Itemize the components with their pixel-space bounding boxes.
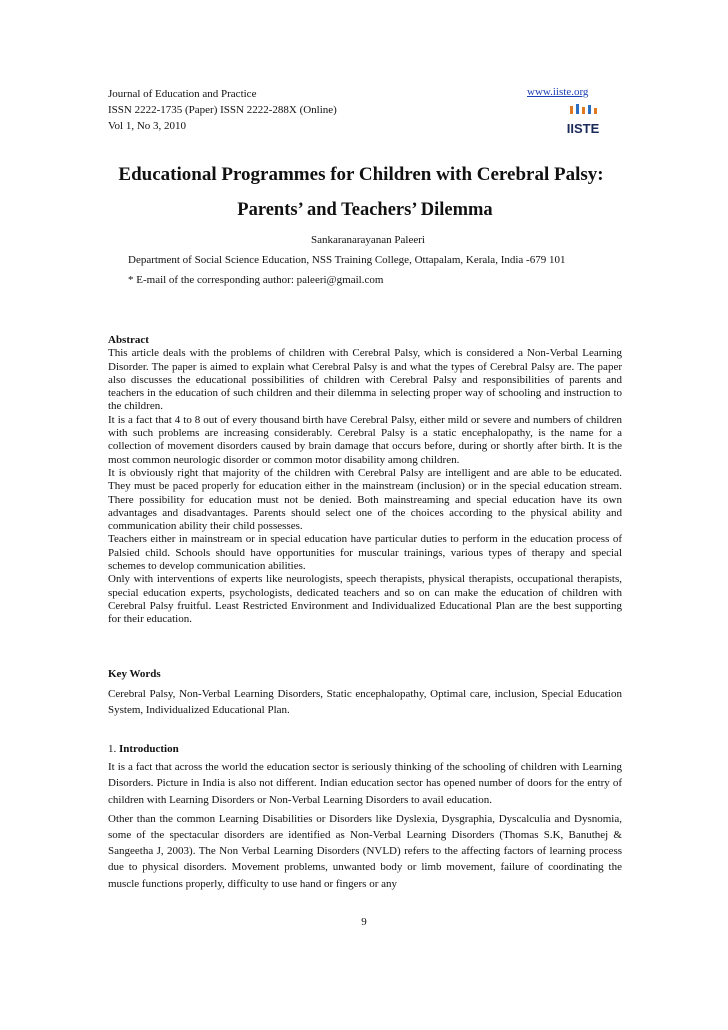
journal-volume: Vol 1, No 3, 2010 xyxy=(108,120,187,132)
abstract-paragraph: Only with interventions of experts like neurologists, speech therapists, physical therapists, occupational therapists, special education experts, psychologists, dedicated teachers and so on can make the education of children with Cerebral Palsy fruitful. Least Restricted Environment and Individualized Educational Plan are the best supporting for their education. xyxy=(108,573,622,626)
author-affiliation: Department of Social Science Education, NSS Training College, Ottapalam, Kerala, India -679 101 xyxy=(128,254,566,266)
author-email: * E-mail of the corresponding author: paleeri@gmail.com xyxy=(128,274,384,286)
logo-text: IISTE xyxy=(566,121,600,136)
introduction-section xyxy=(108,741,622,892)
keywords-text: Cerebral Palsy, Non-Verbal Learning Disorders, Static encephalopathy, Optimal care, inclusion, Special Education System, Individualized Educational Plan. xyxy=(108,688,622,717)
abstract-paragraph: It is obviously right that majority of the children with Cerebral Palsy are intelligent and are able to be educated. They must be paced properly for education either in the mainstream (inclusion) or in the special education stream. There possibility for education must not be denied. Both mainstreaming and special education have its own advantages and disadvantages. Parents should select one of the choices according to the physical ability and communication ability their child possesses. xyxy=(108,466,622,533)
keywords-heading: Key Words xyxy=(108,668,161,680)
introduction-paragraph: It is a fact that across the world the education sector is seriously thinking of the schooling of children with Learning Disorders. Picture in India is also not different. Indian education sector has opened number of doors for the entry of children with Learning Disorders or Non-Verbal Learning Disorders to avail education. xyxy=(108,761,622,806)
section-title: Introduction xyxy=(119,743,179,755)
iiste-logo-icon xyxy=(566,104,600,136)
section-number: 1. xyxy=(108,743,117,755)
abstract-paragraph: It is a fact that 4 to 8 out of every thousand birth have Cerebral Palsy, either mild or severe and numbers of children with such problems are increasing considerably. Cerebral Palsy is a static encephalopathy, is the name for a collection of movement disorders caused by brain damage that occurs before, during or shortly after birth. It is the most common neurologic disorder or common motor disability among children. xyxy=(108,413,622,466)
journal-issn: ISSN 2222-1735 (Paper) ISSN 2222-288X (Online) xyxy=(108,104,337,116)
abstract-section xyxy=(108,334,622,627)
paper-title-line-1: Educational Programmes for Children with Cerebral Palsy: xyxy=(118,164,604,185)
abstract-heading: Abstract xyxy=(108,334,149,346)
journal-name: Journal of Education and Practice xyxy=(108,88,257,100)
journal-url-link[interactable]: www.iiste.org xyxy=(527,86,589,98)
introduction-heading xyxy=(108,741,622,757)
page-number: 9 xyxy=(361,916,367,928)
introduction-paragraph: Other than the common Learning Disabilities or Disorders like Dyslexia, Dysgraphia, Dyscalculia and Dysnomia, some of the spectacular disorders are identified as Non-Verbal Learning Disorders (Thomas S.K, Banuthej & Sangeetha J, 2003). The Non Verbal Learning Disorders (NVLD) refers to the affecting factors of learning process due to physical disorders. Movement problems, unwanted body or limb movement, failure of coordinating the muscle functions properly, difficulty to use hand or fingers or any xyxy=(108,812,622,890)
keywords-section xyxy=(108,668,622,718)
abstract-paragraph: Teachers either in mainstream or in special education have particular duties to perform in the education process of Palsied child. Schools should have opportunities for muscular trainings, various types of therapy and special schemes to develop communication abilities. xyxy=(108,533,622,573)
abstract-paragraph: This article deals with the problems of children with Cerebral Palsy, which is considered a Non-Verbal Learning Disorder. The paper is aimed to explain what Cerebral Palsy is and what the types of Cerebral Palsy are. The paper also discusses the educational possibilities of children with Cerebral Palsy and responsibilities of parents and teachers in the education of such children and their dilemma in selecting proper way of schooling and instruction to the children. xyxy=(108,347,622,413)
author-name: Sankaranarayanan Paleeri xyxy=(311,234,425,246)
paper-title-line-2: Parents’ and Teachers’ Dilemma xyxy=(237,200,493,220)
